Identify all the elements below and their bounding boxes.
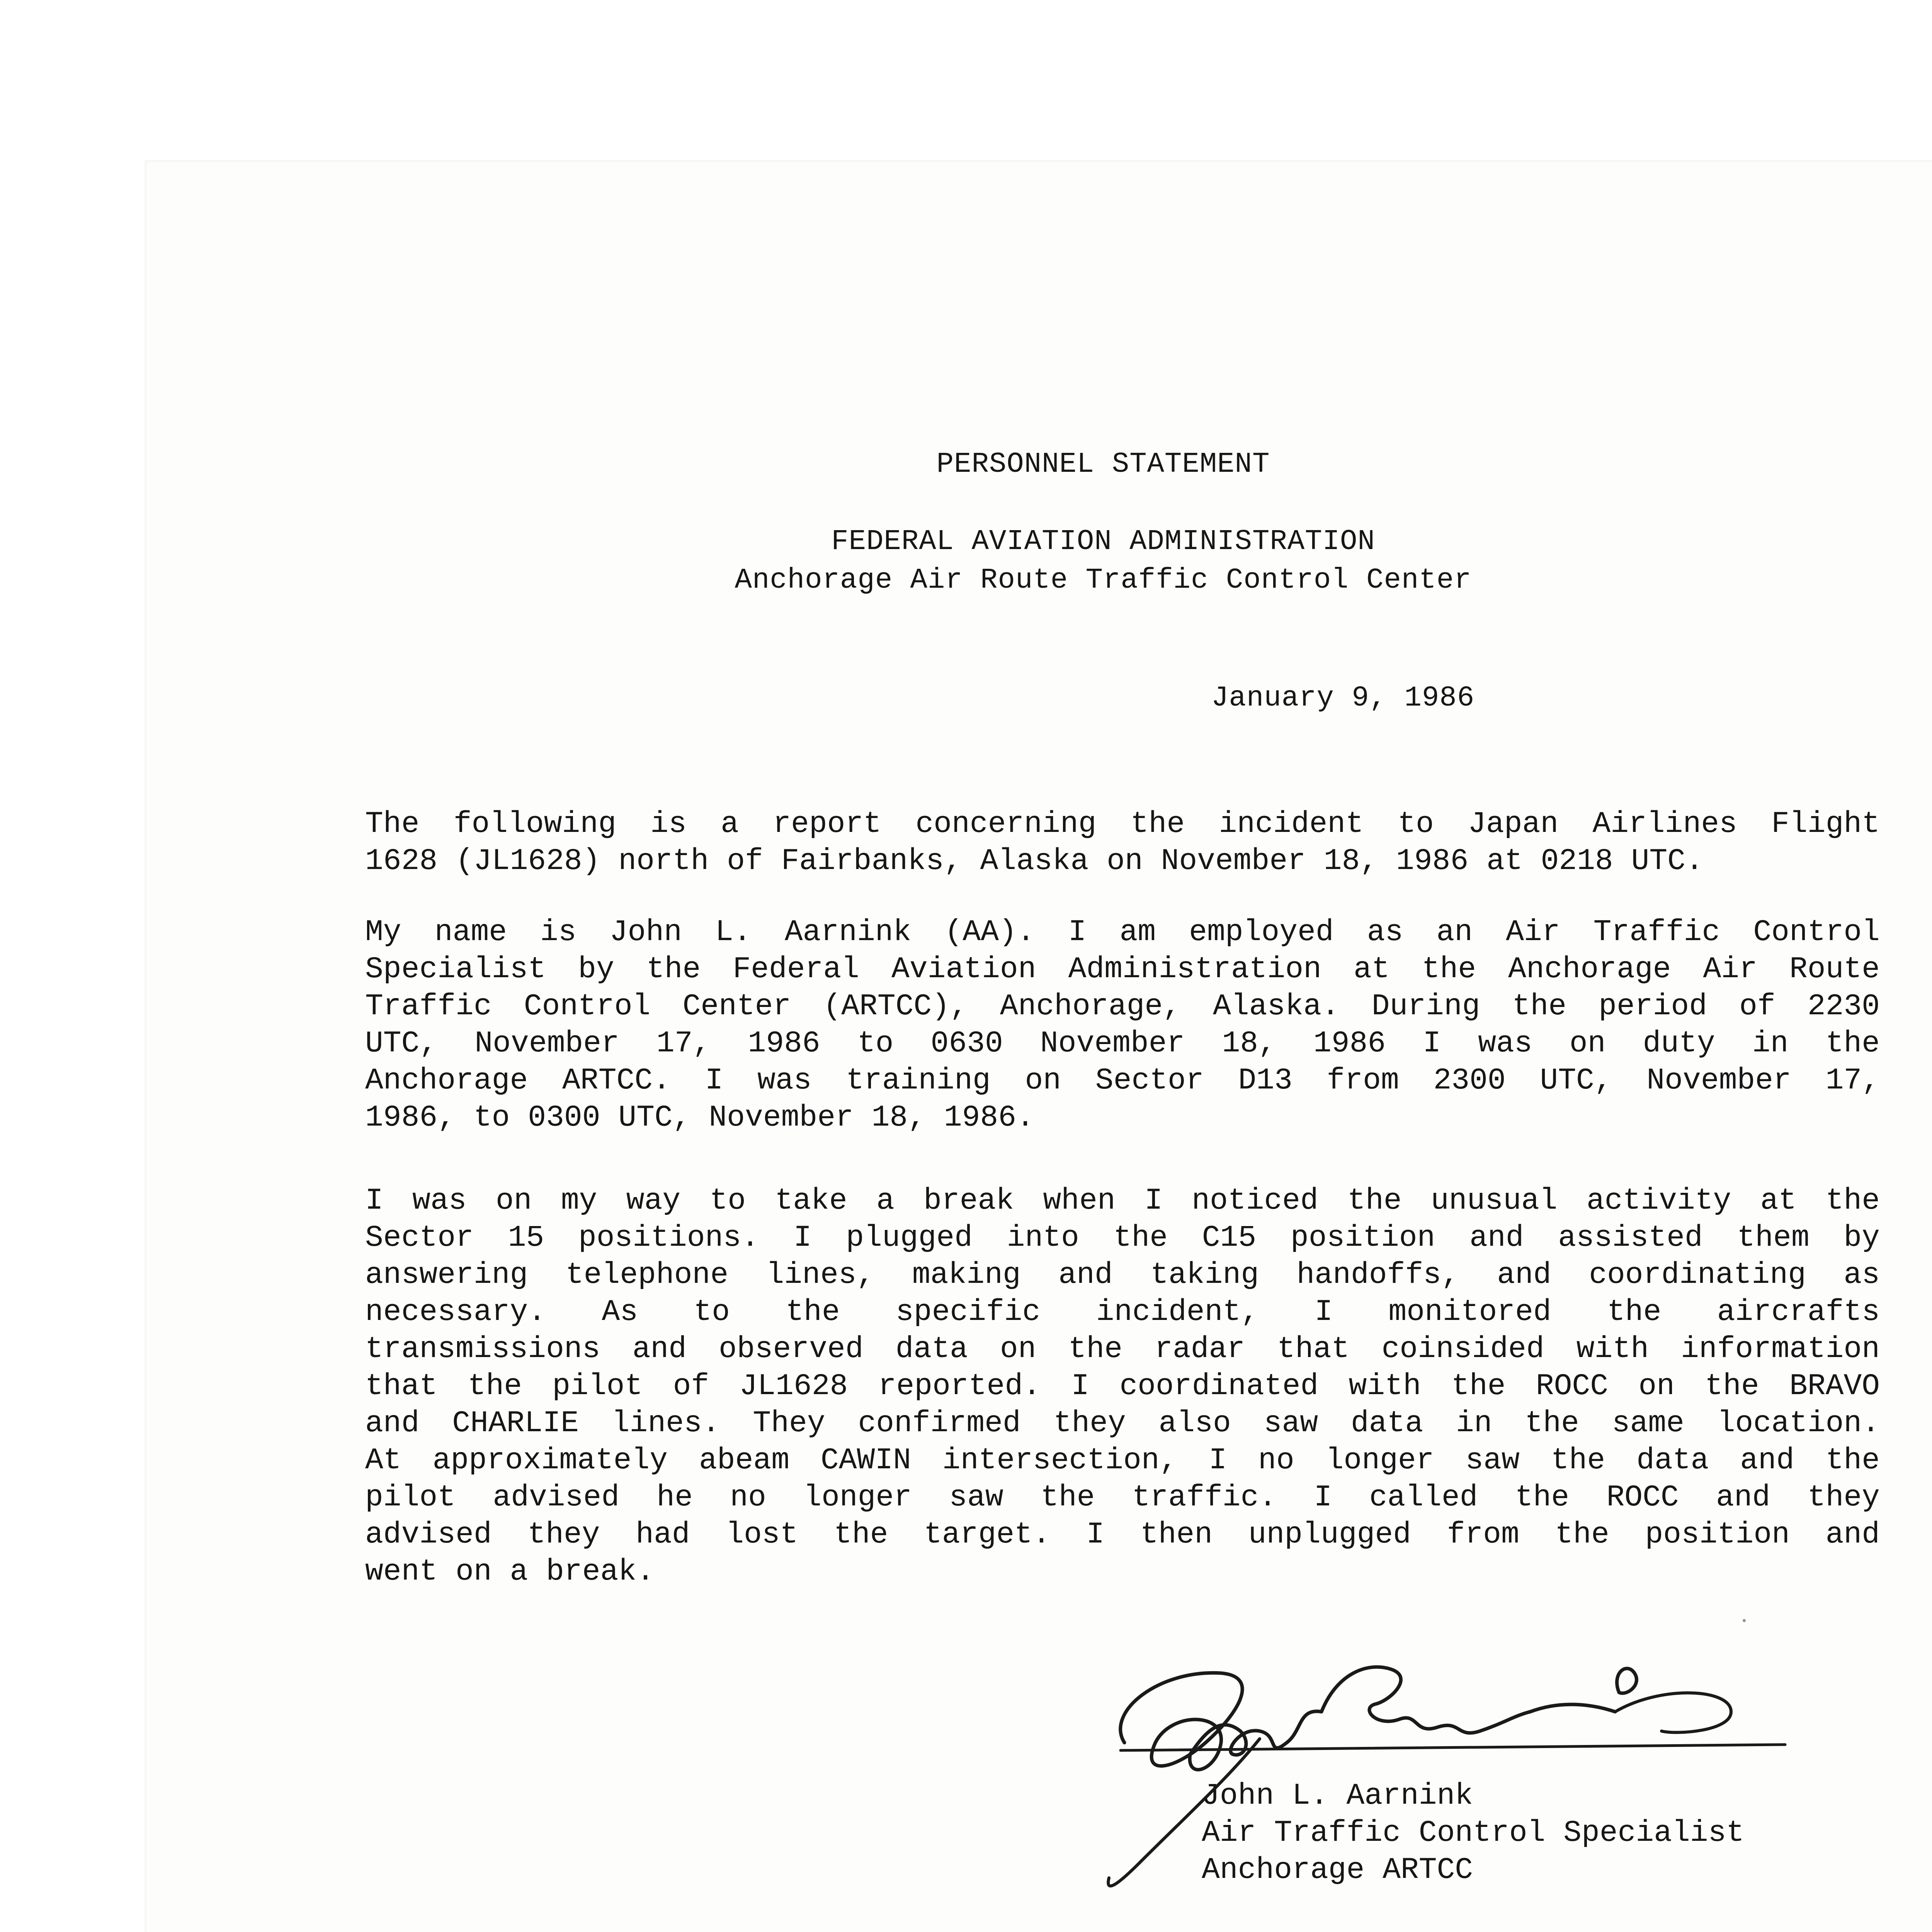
scan-speck bbox=[1743, 1619, 1746, 1622]
paragraph-line: The following is a report concerning the incident to Japan Airlines Flight bbox=[365, 807, 1880, 841]
paragraph-incident bbox=[365, 1182, 1880, 1590]
paragraph-line: that the pilot of JL1628 reported. I coordinated with the ROCC on the BRAVO bbox=[365, 1369, 1880, 1403]
signer-title: Air Traffic Control Specialist bbox=[1202, 1816, 1745, 1850]
paragraph-line: 1986, to 0300 UTC, November 18, 1986. bbox=[365, 1101, 1034, 1135]
paragraph-line: 1628 (JL1628) north of Fairbanks, Alaska on November 18, 1986 at 0218 UTC. bbox=[365, 844, 1704, 878]
paragraph-line: My name is John L. Aarnink (AA). I am employed as an Air Traffic Control bbox=[365, 915, 1880, 949]
paragraph-line: I was on my way to take a break when I noticed the unusual activity at the bbox=[365, 1184, 1880, 1218]
paragraph-identity bbox=[365, 914, 1880, 1136]
paragraph-line: Specialist by the Federal Aviation Administration at the Anchorage Air Route bbox=[365, 952, 1880, 986]
paragraph-line: and CHARLIE lines. They confirmed they also saw data in the same location. bbox=[365, 1406, 1880, 1440]
paragraph-line: necessary. As to the specific incident, I monitored the aircrafts bbox=[365, 1295, 1880, 1329]
paragraph-line: Traffic Control Center (ARTCC), Anchorage, Alaska. During the period of 2230 bbox=[365, 990, 1880, 1024]
paragraph-line: Anchorage ARTCC. I was training on Sector D13 from 2300 UTC, November 17, bbox=[365, 1064, 1880, 1098]
agency-name: FEDERAL AVIATION ADMINISTRATION bbox=[831, 526, 1375, 558]
signature-block bbox=[1202, 1777, 1744, 1889]
paragraph-intro bbox=[365, 806, 1880, 880]
paragraph-line: pilot advised he no longer saw the traffic. I called the ROCC and they bbox=[365, 1481, 1880, 1515]
paragraph-line: answering telephone lines, making and taking handoffs, and coordinating as bbox=[365, 1258, 1880, 1292]
document-date: January 9, 1986 bbox=[1211, 682, 1475, 714]
document-heading: PERSONNEL STATEMENT bbox=[936, 448, 1270, 481]
facility-name: Anchorage Air Route Traffic Control Center bbox=[735, 564, 1472, 597]
paragraph-line: went on a break. bbox=[365, 1555, 655, 1589]
paragraph-line: transmissions and observed data on the radar that coinsided with information bbox=[365, 1332, 1880, 1366]
paragraph-line: UTC, November 17, 1986 to 0630 November 18, 1986 I was on duty in the bbox=[365, 1027, 1880, 1061]
paragraph-line: advised they had lost the target. I then unplugged from the position and bbox=[365, 1518, 1880, 1552]
signer-name: John L. Aarnink bbox=[1202, 1779, 1473, 1813]
paragraph-line: Sector 15 positions. I plugged into the C15 position and assisted them by bbox=[365, 1221, 1880, 1255]
paragraph-line: At approximately abeam CAWIN intersection, I no longer saw the data and the bbox=[365, 1444, 1880, 1478]
signer-office: Anchorage ARTCC bbox=[1202, 1853, 1473, 1887]
